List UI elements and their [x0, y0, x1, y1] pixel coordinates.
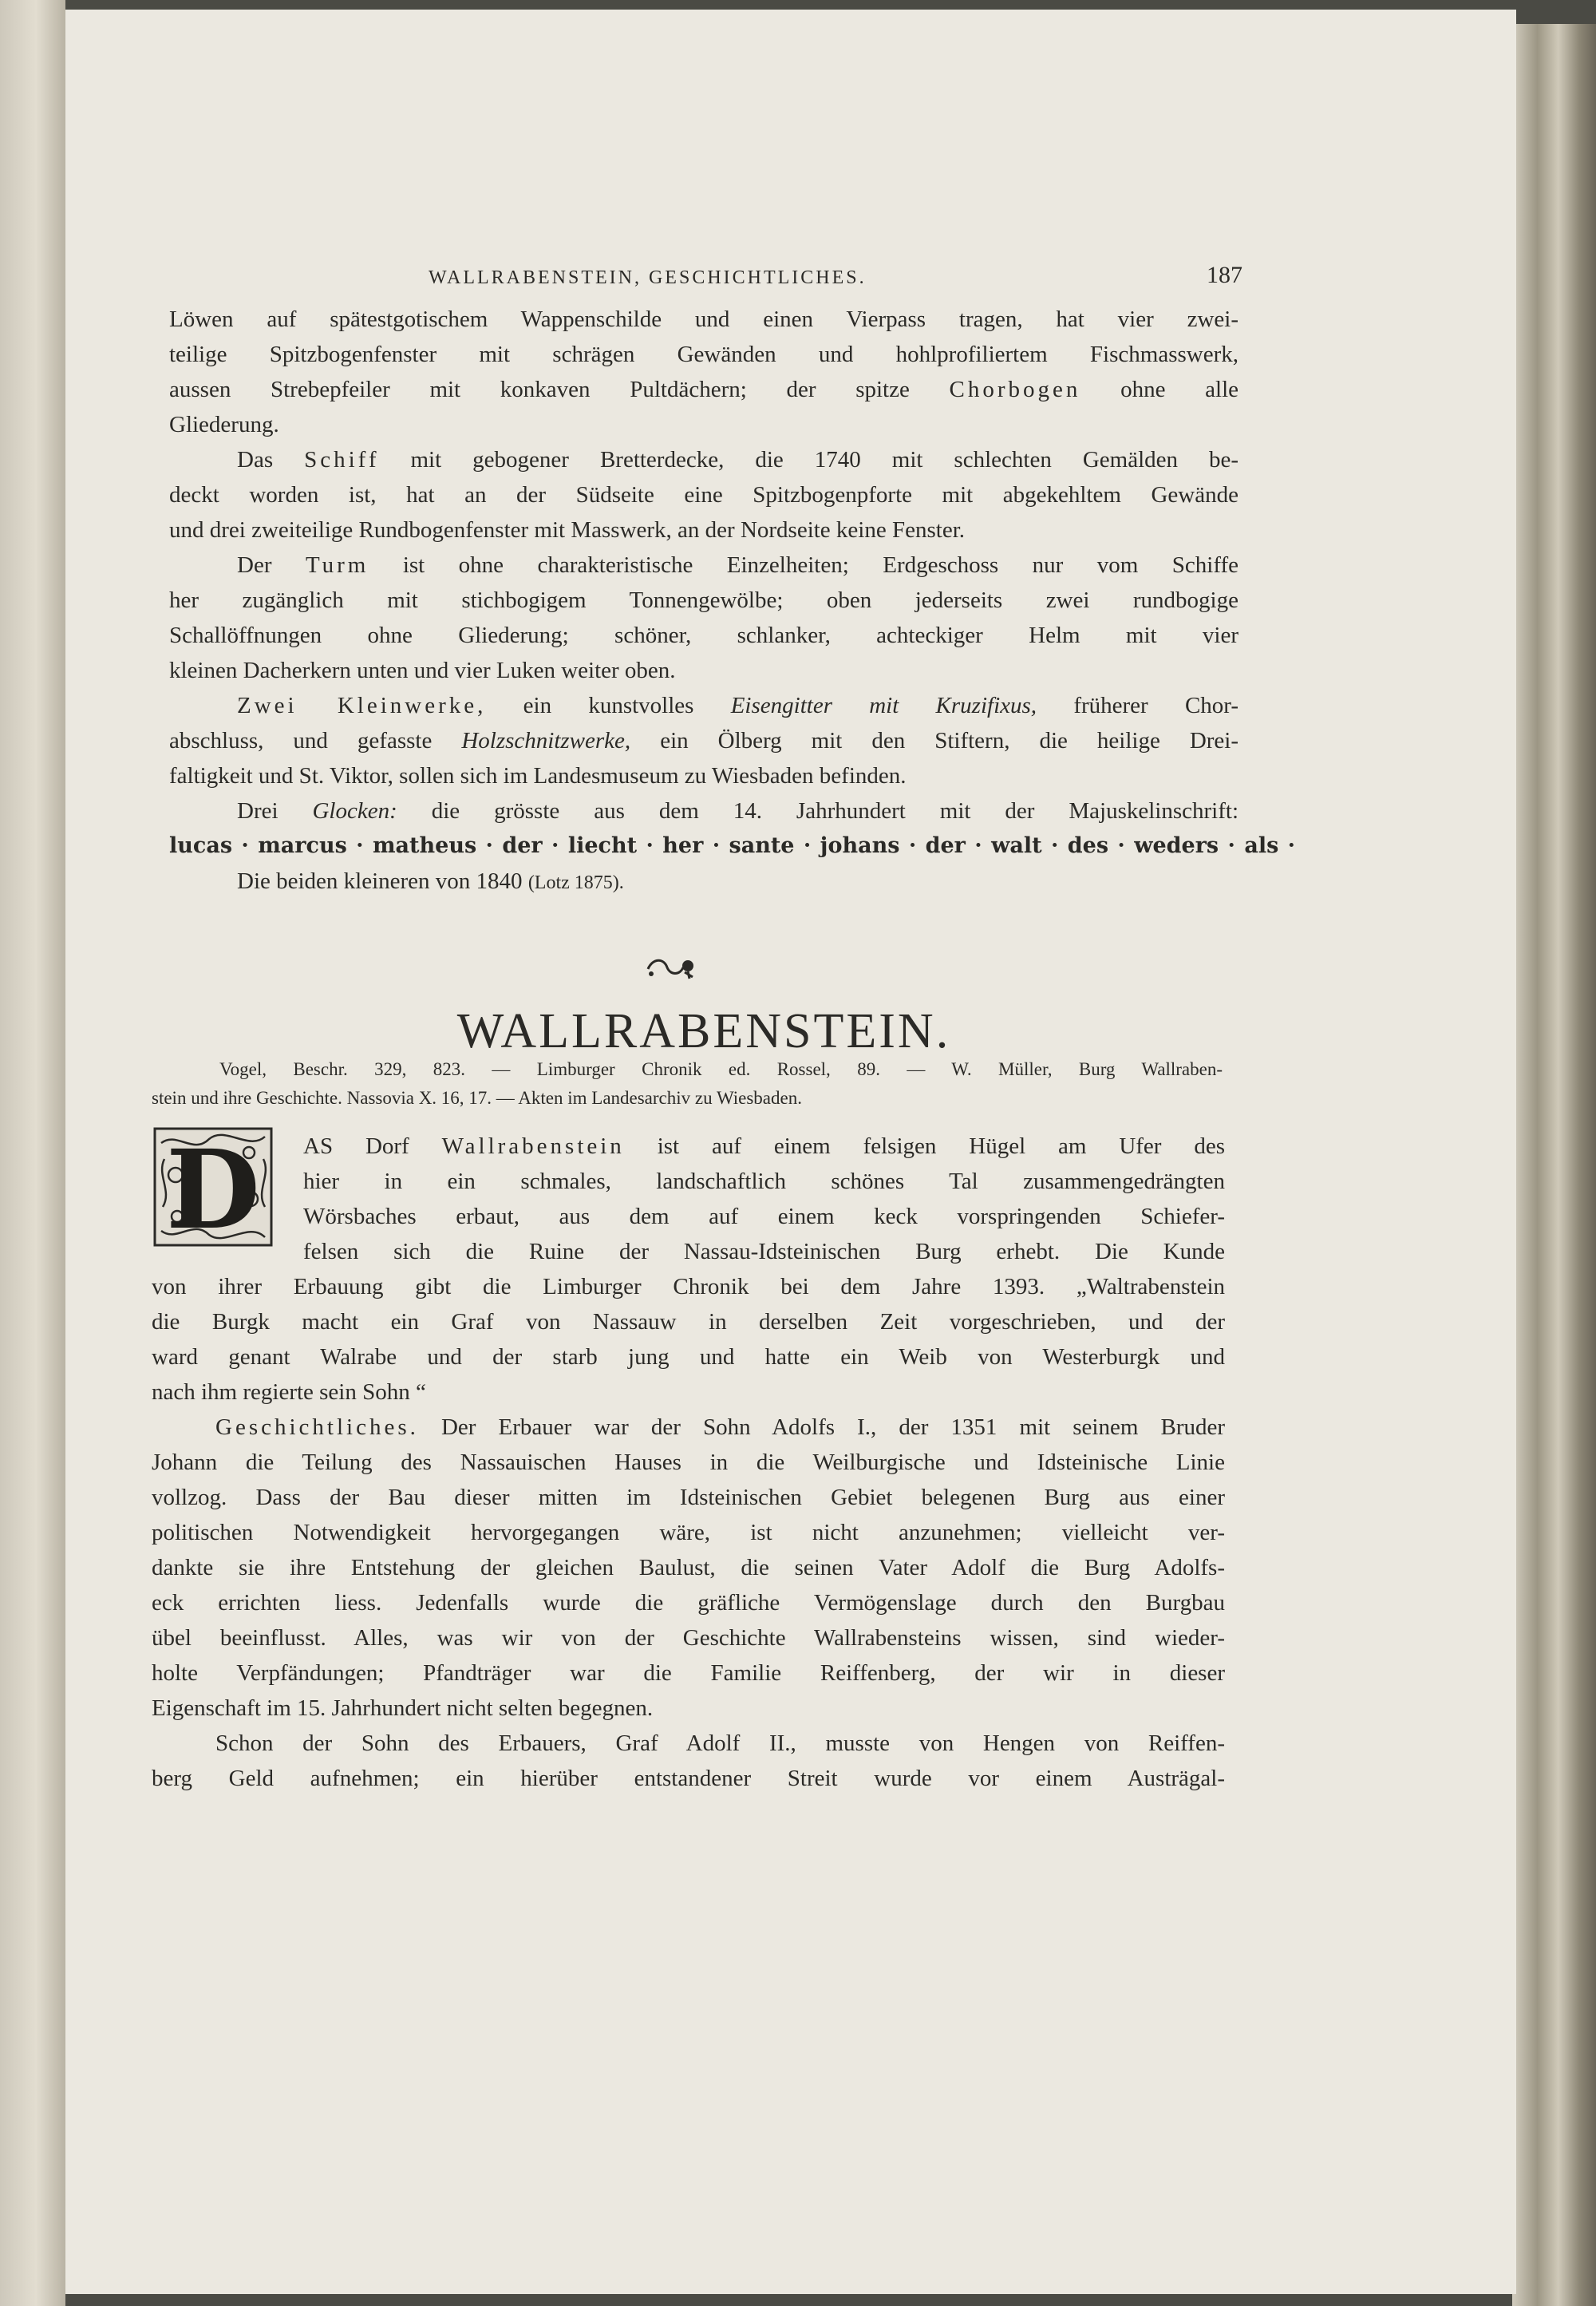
right-page-stack [1512, 24, 1596, 2306]
spaced-term: Zwei Kleinwerke, [237, 693, 487, 718]
page-number: 187 [1207, 262, 1242, 288]
text-line: Schon der Sohn des Erbauers, Graf Adolf II., musste von Hengen von Reiffen- [215, 1730, 1225, 1756]
spaced-term: Schiff [304, 447, 380, 473]
text-line: faltigkeit und St. Viktor, sollen sich im Landesmuseum zu Wiesbaden befinden. [169, 763, 907, 789]
ornament-icon [640, 951, 704, 983]
text-line: Die beiden kleineren von 1840 (Lotz 1875). [237, 868, 624, 894]
text-line: deckt worden ist, hat an der Südseite eine Spitzbogenpforte mit abgekehltem Gewände [169, 482, 1238, 508]
text-line: nach ihm regierte sein Sohn “ [152, 1379, 426, 1405]
text-line: berg Geld aufnehmen; ein hierüber entstandener Streit wurde vor einem Austrägal- [152, 1766, 1225, 1791]
text-line: felsen sich die Ruine der Nassau-Idsteinischen Burg erhebt. Die Kunde [303, 1239, 1225, 1264]
text-line: von ihrer Erbauung gibt die Limburger Chronik bei dem Jahre 1393. „Waltrabenstein [152, 1274, 1225, 1299]
text-line: übel beeinflusst. Alles, was wir von der Geschichte Wallrabensteins wissen, sind wieder- [152, 1625, 1225, 1651]
running-header [429, 249, 1242, 289]
text-line: Zwei Kleinwerke, ein kunstvolles Eisengitter mit Kruzifixus, früherer Chor- [237, 693, 1239, 718]
text-line: Löwen auf spätestgotischem Wappenschilde und einen Vierpass tragen, hat vier zwei- [169, 307, 1238, 332]
text-line: Drei Glocken: die grösste aus dem 14. Jahrhundert mit der Majuskelinschrift: [237, 798, 1238, 824]
church-description [169, 302, 1296, 899]
text-line: teilige Spitzbogenfenster mit schrägen Gewänden und hohlprofiliertem Fischmasswerk, [169, 342, 1238, 367]
text-line: her zugänglich mit stichbogigem Tonnengewölbe; oben jederseits zwei rundbogige [169, 587, 1238, 613]
reference-line: stein und ihre Geschichte. Nassovia X. 16, 17. — Akten im Landesarchiv zu Wiesbaden. [152, 1088, 802, 1108]
header-title: WALLRABENSTEIN, GESCHICHTLICHES. [429, 267, 867, 288]
text-line: Eigenschaft im 15. Jahrhundert nicht selten begegnen. [152, 1695, 654, 1721]
left-page-edge [0, 0, 65, 2306]
book-page [65, 10, 1516, 2294]
text-line: politischen Notwendigkeit hervorgegangen wäre, ist nicht anzunehmen; vielleicht ver- [152, 1520, 1225, 1545]
text-line: eck errichten liess. Jedenfalls wurde die gräfliche Vermögenslage durch den Burgbau [152, 1590, 1225, 1616]
text-line: ward genant Walrabe und der starb jung und hatte ein Weib von Westerburgk und [152, 1344, 1225, 1370]
bell-inscription: lucas · marcus · matheus · der · liecht · her · sante · johans · der · walt · des · weders · als · [169, 833, 1296, 858]
text-line: AS Dorf Wallrabenstein ist auf einem felsigen Hügel am Ufer des [303, 1133, 1225, 1159]
text-line: Gliederung. [169, 412, 279, 437]
text-line: Geschichtliches. Der Erbauer war der Sohn Adolfs I., der 1351 mit seinem Bruder [215, 1414, 1225, 1440]
section-title: WALLRABENSTEIN. [456, 1004, 951, 1058]
text-line: Wörsbaches erbaut, aus dem auf einem keck vorspringenden Schiefer- [303, 1204, 1225, 1229]
spaced-term: Turm [305, 552, 369, 578]
reference-line: Vogel, Beschr. 329, 823. — Limburger Chronik ed. Rossel, 89. — W. Müller, Burg Wallraben- [219, 1059, 1223, 1079]
spaced-term: Chorbogen [949, 377, 1081, 402]
text-line: die Burgk macht ein Graf von Nassauw in derselben Zeit vorgeschrieben, und der [152, 1309, 1225, 1335]
spaced-term: Wallrabenstein [441, 1133, 625, 1159]
initial-letter: D [166, 1127, 260, 1247]
text-line: kleinen Dacherkern unten und vier Luken weiter oben. [169, 658, 676, 683]
text-line: Johann die Teilung des Nassauischen Hauses in die Weilburgische und Idsteinische Linie [152, 1450, 1225, 1475]
text-line: Der Turm ist ohne charakteristische Einzelheiten; Erdgeschoss nur vom Schiffe [237, 552, 1238, 578]
text-line: Schallöffnungen ohne Gliederung; schöner, schlanker, achteckiger Helm mit vier [169, 623, 1238, 648]
text-line: holte Verpfändungen; Pfandträger war die Familie Reiffenberg, der wir in dieser [152, 1660, 1225, 1686]
spaced-term: Geschichtliches. [215, 1414, 419, 1440]
text-line: vollzog. Dass der Bau dieser mitten im Idsteinischen Gebiet belegenen Burg aus einer [152, 1485, 1225, 1510]
text-line: Das Schiff mit gebogener Bretterdecke, die 1740 mit schlechten Gemälden be- [237, 447, 1239, 473]
text-line: dankte sie ihre Entstehung der gleichen Baulust, die seinen Vater Adolf die Burg Adolfs- [152, 1555, 1225, 1580]
text-line: hier in ein schmales, landschaftlich schönes Tal zusammengedrängten [303, 1169, 1225, 1194]
section-body [152, 1129, 1225, 1796]
text-line: aussen Strebepfeiler mit konkaven Pultdächern; der spitze Chorbogen ohne alle [169, 377, 1239, 402]
text-line: abschluss, und gefasste Holzschnitzwerke, ein Ölberg mit den Stiftern, die heilige Drei- [169, 728, 1239, 754]
text-line: und drei zweiteilige Rundbogenfenster mit Masswerk, an der Nordseite keine Fenster. [169, 517, 966, 543]
references [152, 1055, 1223, 1113]
